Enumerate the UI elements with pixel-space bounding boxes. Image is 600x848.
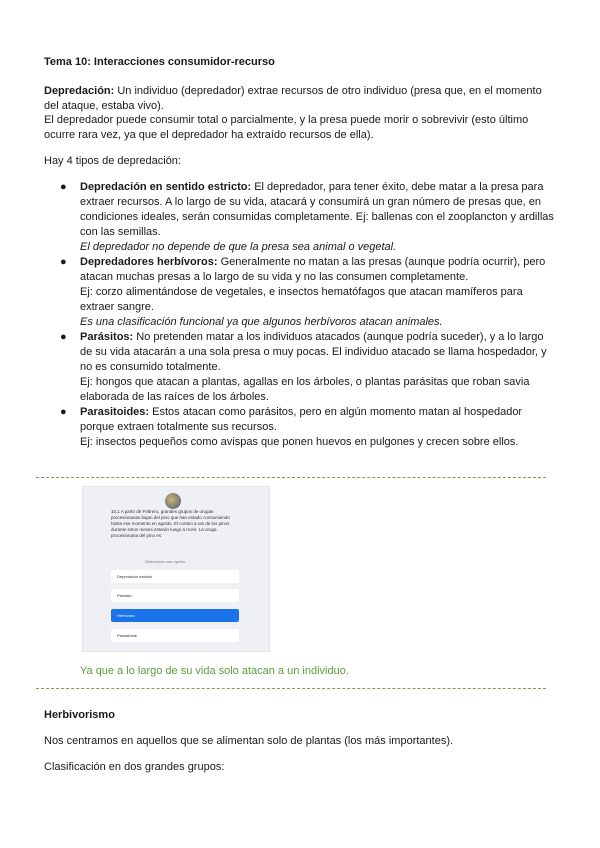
list-item xyxy=(44,255,554,330)
predation-types-list xyxy=(44,180,554,450)
type-text: Estos atacan como parásitos, pero en algún momento matan al hospedador porque extraen totalmente sus recursos. xyxy=(80,406,523,433)
type-example: Ej: corzo alimentándose de vegetales, e insectos hematófagos que atacan mamíferos para extraer sangre. xyxy=(80,286,523,313)
type-italic-note: Es una clasificación funcional ya que algunos herbívoros atacan animales. xyxy=(80,316,443,328)
type-text: El depredador, para tener éxito, debe matar a la presa para extraer recursos. A lo largo de su vida, atacará y consumirá un gran número de presas que, en condiciones ideales, serán consumidas completamente. Ej: ballenas con el zooplancton y ardillas con las semillas. xyxy=(80,181,554,238)
type-name: Parasitoides: xyxy=(80,406,150,418)
quiz-option[interactable]: Parásito xyxy=(111,589,239,602)
type-example: Ej: insectos pequeños como avispas que ponen huevos en pulgones y crecen sobre ellos. xyxy=(80,436,519,448)
page-title: Tema 10: Interacciones consumidor-recurso xyxy=(44,56,275,68)
list-item xyxy=(44,180,554,255)
predation-label: Depredación: xyxy=(44,85,115,97)
predation-definition xyxy=(44,84,554,114)
divider xyxy=(36,688,546,689)
herbivory-title: Herbivorismo xyxy=(44,709,115,721)
quiz-option[interactable]: Parasitoide xyxy=(111,629,239,642)
type-name: Depredación en sentido estricto: xyxy=(80,181,252,193)
bullet-icon: ● xyxy=(60,181,67,193)
type-text: No pretenden matar a los individuos atacados (aunque podría suceder), y a lo largo de su vida atacarán a una sola presa o muy pocas. El individuo atacado se llama hospedador, y no es consumido totalmente. xyxy=(80,331,547,373)
type-text: Generalmente no matan a las presas (aunque podría ocurrir), pero atacan muchas presas a lo largo de su vida y no las consumen completamente. xyxy=(80,256,546,283)
bullet-icon: ● xyxy=(60,256,67,268)
quiz-option[interactable]: Depredador estricto xyxy=(111,570,239,583)
quiz-option-selected[interactable]: Herbívoro xyxy=(111,609,239,622)
type-example: Ej: hongos que atacan a plantas, agallas en los árboles, o plantas parásitas que roban savia elaborada de las raíces de los árboles. xyxy=(80,376,530,403)
answer-text: Ya que a lo largo de su vida solo atacan a un individuo. xyxy=(80,665,349,677)
emblem-icon xyxy=(165,493,181,509)
herbivory-classification: Clasificación en dos grandes grupos: xyxy=(44,761,225,773)
quiz-question: 10.1 A partir de Febrero, grandes grupos de orugas procesionarias bajan del pino que han estado consumiendo hasta ese momento en agosto. El conteo a ras de los pinos durante estos meses estarán luego a morir. La oruga procesionaria del pino es: xyxy=(111,509,230,538)
bullet-icon: ● xyxy=(60,331,67,343)
predation-note: El depredador puede consumir total o parcialmente, y la presa puede morir o sobrevivir (esto último ocurre rara vez, ya que el depredador ha extraído recursos de ella). xyxy=(44,114,529,141)
list-item xyxy=(44,405,554,450)
quiz-screenshot xyxy=(82,486,270,652)
bullet-icon: ● xyxy=(60,406,67,418)
type-name: Parásitos: xyxy=(80,331,134,343)
herbivory-text: Nos centramos en aquellos que se alimentan solo de plantas (los más importantes). xyxy=(44,735,454,747)
predation-definition-text: Un individuo (depredador) extrae recursos de otro individuo (presa que, en el momento del ataque, estaba vivo). xyxy=(44,85,542,112)
types-intro: Hay 4 tipos de depredación: xyxy=(44,155,181,167)
type-name: Depredadores herbívoros: xyxy=(80,256,218,268)
divider xyxy=(36,477,546,478)
type-italic-note: El depredador no depende de que la presa sea animal o vegetal. xyxy=(80,241,397,253)
list-item xyxy=(44,330,554,405)
quiz-prompt: Selecciona una opción xyxy=(145,559,186,564)
